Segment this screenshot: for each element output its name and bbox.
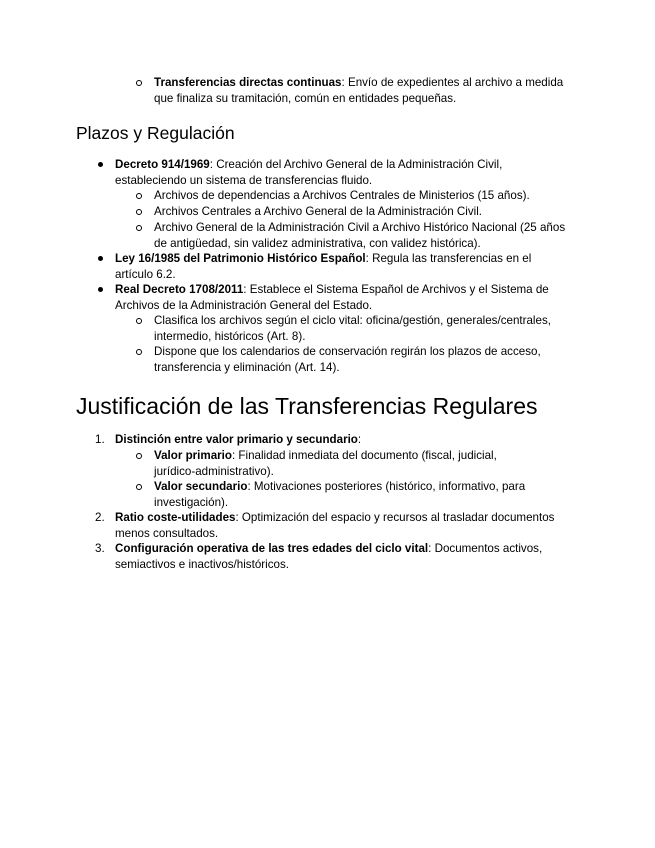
item-text-line2: que finaliza su tramitación, común en entidades pequeñas. xyxy=(154,91,457,105)
section-heading-justificacion: Justificación de las Transferencias Regulares xyxy=(76,393,538,419)
sub-item-text-line2: transferencia y eliminación (Art. 14). xyxy=(154,360,340,374)
sub-item-text-line2: investigación). xyxy=(154,495,229,509)
hollow-bullet-icon xyxy=(136,453,142,459)
list-item xyxy=(115,541,542,572)
sub-item-bold: Valor secundario xyxy=(154,480,248,493)
sub-list-item xyxy=(154,448,497,479)
sub-list-item xyxy=(154,220,565,251)
bullet-icon xyxy=(98,162,103,167)
item-text: : Regula las transferencias en el xyxy=(365,252,532,265)
hollow-bullet-icon xyxy=(136,349,142,355)
item-text: : Establece el Sistema Español de Archivos y el Sistema de xyxy=(243,283,549,296)
item-bold: Real Decreto 1708/2011 xyxy=(115,283,244,296)
item-text: : Documentos activos, xyxy=(428,542,543,555)
sub-item-text-line2: jurídico-administrativo). xyxy=(154,464,274,478)
sub-list-item xyxy=(154,188,530,204)
hollow-bullet-icon xyxy=(136,484,142,490)
sub-list-item xyxy=(154,479,525,510)
sub-item-text: Dispone que los calendarios de conservación regirán los plazos de acceso, xyxy=(154,345,541,358)
item-bold: Distinción entre valor primario y secundario xyxy=(115,433,358,446)
list-number: 1. xyxy=(95,433,105,446)
item-text-line2: menos consultados. xyxy=(115,526,219,540)
list-item xyxy=(115,157,502,188)
list-number: 3. xyxy=(95,542,105,555)
item-text: : Envío de expedientes al archivo a medida xyxy=(341,76,564,89)
sub-item-text: Archivos de dependencias a Archivos Centrales de Ministerios (15 años). xyxy=(154,189,530,202)
item-text-line2: semiactivos e inactivos/históricos. xyxy=(115,557,289,571)
sub-item-text: : Motivaciones posteriores (histórico, informativo, para xyxy=(247,480,526,493)
item-text: : Optimización del espacio y recursos al trasladar documentos xyxy=(235,511,555,524)
item-bold: Configuración operativa de las tres edades del ciclo vital xyxy=(115,542,429,555)
bullet-icon xyxy=(98,256,103,261)
bullet-icon xyxy=(98,287,103,292)
item-text-line2: Archivos de la Administración General del Estado. xyxy=(115,298,373,312)
hollow-bullet-icon xyxy=(136,209,142,215)
list-item xyxy=(115,510,554,541)
hollow-bullet-icon xyxy=(136,318,142,324)
sub-list-item xyxy=(154,344,541,375)
item-bold: Decreto 914/1969 xyxy=(115,158,210,171)
list-item xyxy=(115,282,549,313)
sub-list-item xyxy=(154,204,482,220)
item-bold: Transferencias directas continuas xyxy=(154,76,342,89)
item-bold: Ley 16/1985 del Patrimonio Histórico Español xyxy=(115,252,366,265)
list-item xyxy=(154,75,563,106)
sub-item-bold: Valor primario xyxy=(154,449,232,462)
sub-item-text-line2: intermedio, históricos (Art. 8). xyxy=(154,329,306,343)
hollow-bullet-icon xyxy=(136,80,142,86)
sub-item-text: Archivos Centrales a Archivo General de la Administración Civil. xyxy=(154,205,482,218)
sub-item-text: Archivo General de la Administración Civil a Archivo Histórico Nacional (25 años xyxy=(154,221,566,234)
hollow-bullet-icon xyxy=(136,193,142,199)
list-item xyxy=(115,432,361,448)
sub-item-text: Clasifica los archivos según el ciclo vital: oficina/gestión, generales/centrales, xyxy=(154,314,551,327)
item-text: : xyxy=(357,433,362,446)
item-bold: Ratio coste-utilidades xyxy=(115,511,236,524)
list-item xyxy=(115,251,531,282)
hollow-bullet-icon xyxy=(136,225,142,231)
item-text: : Creación del Archivo General de la Administración Civil, xyxy=(209,158,503,171)
item-text-line2: estableciendo un sistema de transferencias fluido. xyxy=(115,173,373,187)
section-heading-plazos: Plazos y Regulación xyxy=(76,123,235,143)
list-number: 2. xyxy=(95,511,105,524)
sub-list-item xyxy=(154,313,551,344)
item-text-line2: artículo 6.2. xyxy=(115,267,176,281)
sub-item-text: : Finalidad inmediata del documento (fiscal, judicial, xyxy=(231,449,497,462)
sub-item-text-line2: de antigüedad, sin validez administrativa, con validez histórica). xyxy=(154,236,481,250)
